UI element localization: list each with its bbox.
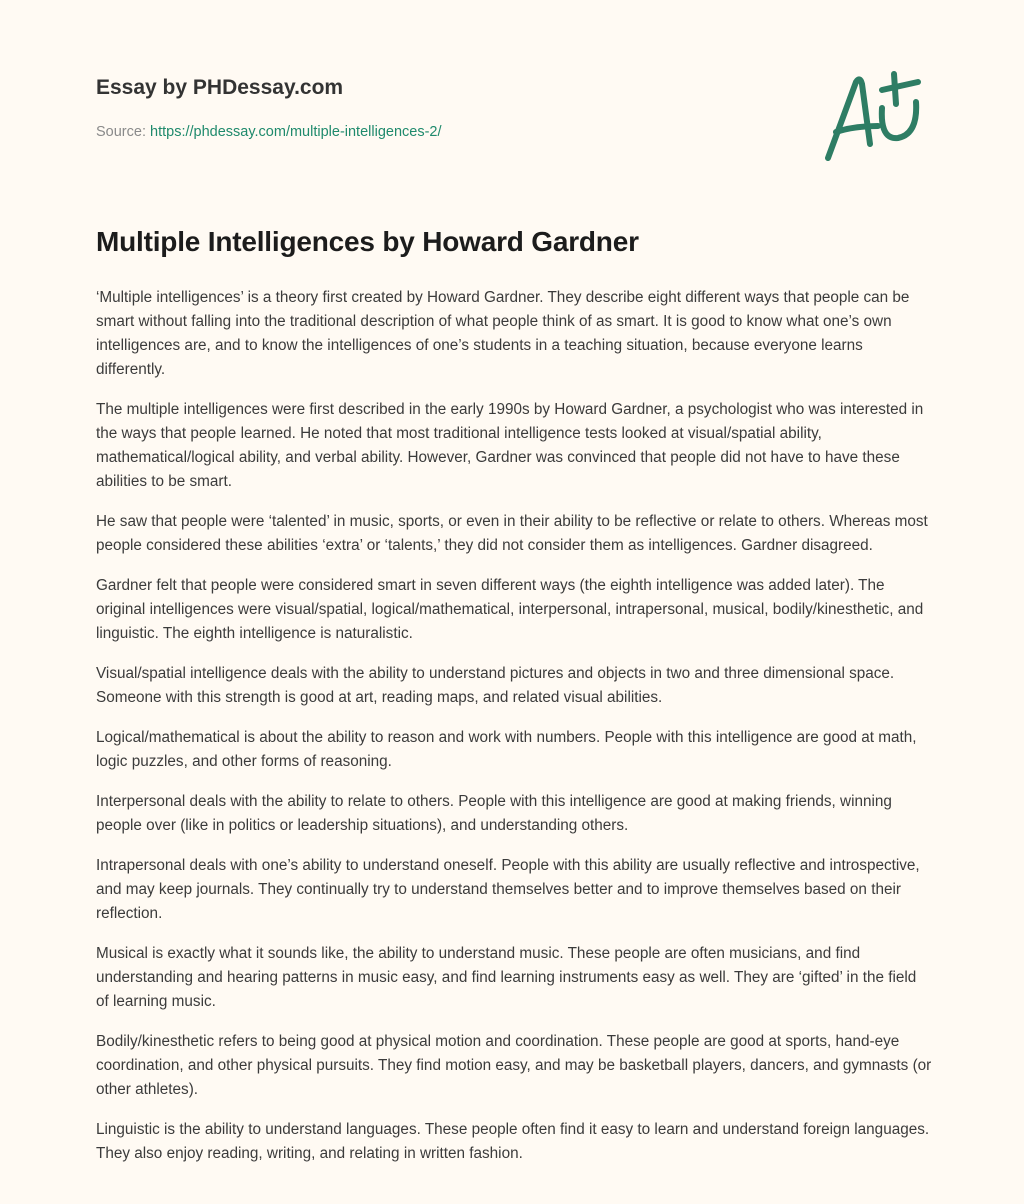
paragraph: Bodily/kinesthetic refers to being good at physical motion and coordination. These people are good at sports, hand-eye coordination, and other physical pursuits. They find motion easy, and may be basketball players, dancers, and gymnasts (or other athletes).: [96, 1033, 932, 1098]
paragraph: Gardner felt that people were considered smart in seven different ways (the eighth intelligence was added later). The original intelligences were visual/spatial, logical/mathematical, interpersonal, intrapersonal, musical, bodily/kinesthetic, and linguistic. The eighth intelligence is naturalistic.: [96, 577, 924, 642]
paragraph: Linguistic is the ability to understand languages. These people often find it easy to learn and understand foreign languages. They also enjoy reading, writing, and relating in written fashion.: [96, 1121, 930, 1162]
site-brand: Essay by PHDessay.com: [96, 76, 344, 99]
source-link[interactable]: https://phdessay.com/multiple-intelligences-2/: [150, 124, 442, 140]
source-label: Source:: [96, 124, 146, 140]
paragraph: Interpersonal deals with the ability to relate to others. People with this intelligence are good at making friends, winning people over (like in politics or leadership situations), and understanding others.: [96, 793, 892, 834]
paragraph: ‘Multiple intelligences’ is a theory first created by Howard Gardner. They describe eight different ways that people can be smart without falling into the traditional description of what people think of as smart. It is good to know what one’s own intelligences are, and to know the intelligences of one’s students in a teaching situation, because everyone learns differently.: [96, 289, 910, 378]
article-body: [96, 286, 932, 1182]
paragraph: He saw that people were ‘talented’ in music, sports, or even in their ability to be reflective or relate to others. Whereas most people considered these abilities ‘extra’ or ‘talents,’ they did not consider them as intelligences. Gardner disagreed.: [96, 513, 928, 554]
paragraph: The multiple intelligences were first described in the early 1990s by Howard Gardner, a psychologist who was interested in the ways that people learned. He noted that most traditional intelligence tests looked at visual/spatial ability, mathematical/logical ability, and verbal ability. However, Gardner was convinced that people did not have to have these abilities to be smart.: [96, 401, 924, 490]
article-title: Multiple Intelligences by Howard Gardner: [96, 226, 639, 257]
paragraph: Intrapersonal deals with one’s ability to understand oneself. People with this ability are usually reflective and introspective, and may keep journals. They continually try to understand themselves better and to improve themselves based on their reflection.: [96, 857, 920, 922]
paragraph: Visual/spatial intelligence deals with the ability to understand pictures and objects in two and three dimensional space. Someone with this strength is good at art, reading maps, and related visual abilities.: [96, 665, 895, 706]
source-line: [96, 124, 442, 140]
paragraph: Logical/mathematical is about the ability to reason and work with numbers. People with this intelligence are good at math, logic puzzles, and other forms of reasoning.: [96, 729, 917, 770]
a-plus-logo-icon: [820, 68, 930, 164]
paragraph: Musical is exactly what it sounds like, the ability to understand music. These people are often musicians, and find understanding and hearing patterns in music easy, and find learning instruments easy as well. They are ‘gifted’ in the field of learning music.: [96, 945, 917, 1010]
